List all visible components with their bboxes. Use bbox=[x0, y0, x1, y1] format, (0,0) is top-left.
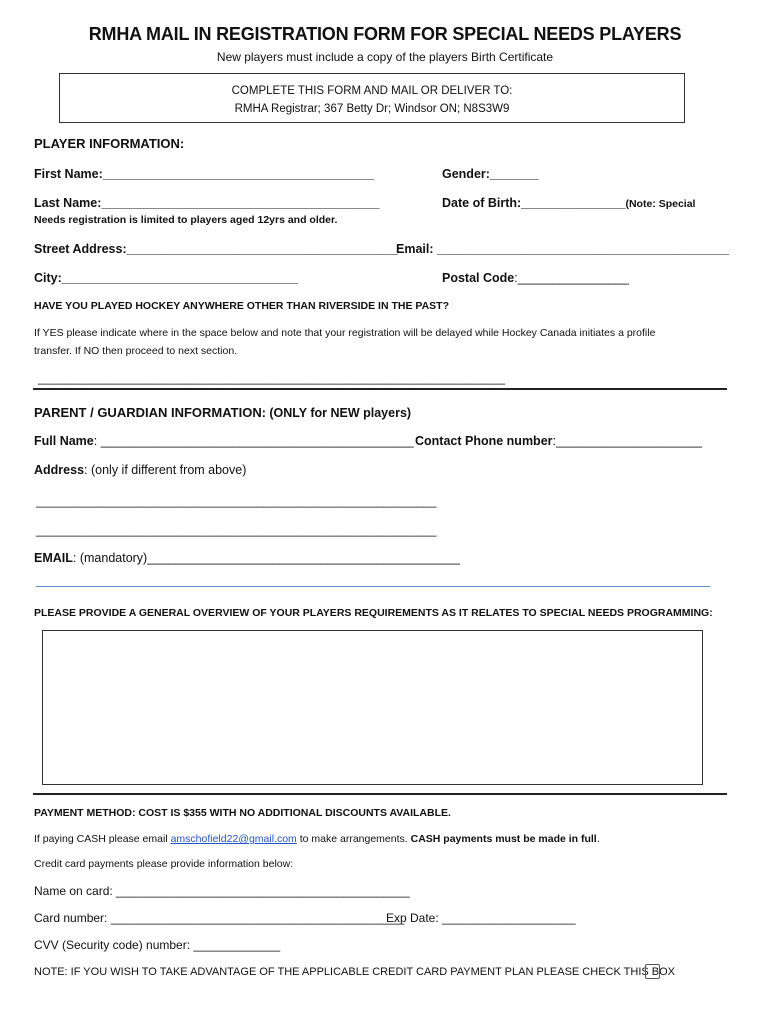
hockey-instructions-1: If YES please indicate where in the space below and note that your registration will be delayed while Hockey Canada initiates a profile bbox=[34, 327, 656, 339]
cash-end: . bbox=[596, 833, 600, 845]
blue-divider bbox=[36, 586, 710, 587]
cash-post: to make arrangements. bbox=[296, 833, 411, 845]
gender-field[interactable]: Gender:_______ bbox=[442, 167, 539, 181]
last-name-field[interactable]: Last Name:________________________________________ bbox=[34, 196, 380, 210]
cvv-field[interactable]: CVV (Security code) number: _____________ bbox=[34, 938, 281, 952]
parent-address-label bbox=[34, 463, 246, 477]
parent-full-name-field[interactable] bbox=[34, 434, 414, 448]
overview-textarea[interactable] bbox=[42, 630, 703, 785]
form-title: RMHA MAIL IN REGISTRATION FORM FOR SPECIAL NEEDS PLAYERS bbox=[88, 24, 682, 44]
cash-pre: If paying CASH please email bbox=[34, 833, 171, 845]
previous-hockey-field[interactable]: ______________________________________________________________________ bbox=[38, 371, 506, 385]
address-label: Address bbox=[34, 463, 85, 477]
cash-instructions bbox=[34, 833, 600, 845]
email-note: : (mandatory)_____________________________________________ bbox=[72, 551, 461, 565]
section-divider bbox=[33, 388, 727, 390]
contact-phone-field[interactable] bbox=[415, 434, 702, 448]
email-label: EMAIL bbox=[34, 551, 73, 565]
hockey-instructions-2: transfer. If NO then proceed to next section. bbox=[34, 345, 238, 357]
first-name-field[interactable]: First Name:_______________________________________ bbox=[34, 167, 374, 181]
contact-phone-blank: :_____________________ bbox=[552, 434, 702, 448]
parent-address-line-2[interactable]: ____________________________________________________________ bbox=[36, 523, 437, 537]
card-number-field[interactable]: Card number: ____________________________________________ bbox=[34, 911, 405, 925]
age-note: Needs registration is limited to players aged 12yrs and older. bbox=[34, 214, 338, 226]
name-on-card-field[interactable]: Name on card: ____________________________________________ bbox=[34, 884, 410, 898]
mail-address-box bbox=[59, 73, 685, 123]
form-subtitle: New players must include a copy of the players Birth Certificate bbox=[216, 50, 554, 64]
cash-full-note: CASH payments must be made in full bbox=[410, 833, 597, 845]
exp-date-field[interactable]: Exp Date: ____________________ bbox=[386, 911, 576, 925]
city-field[interactable]: City:__________________________________ bbox=[34, 271, 299, 285]
mail-instruction: COMPLETE THIS FORM AND MAIL OR DELIVER TO: bbox=[231, 85, 513, 97]
parent-info-heading bbox=[34, 405, 411, 420]
street-address-field[interactable]: Street Address:_______________________________________ bbox=[34, 242, 398, 256]
hockey-question: HAVE YOU PLAYED HOCKEY ANYWHERE OTHER THAN RIVERSIDE IN THE PAST? bbox=[34, 300, 449, 312]
overview-heading: PLEASE PROVIDE A GENERAL OVERVIEW OF YOUR PLAYERS REQUIREMENTS AS IT RELATES TO SPECIAL NEEDS PROGRAMMING: bbox=[34, 607, 713, 619]
parent-email-field[interactable] bbox=[34, 551, 460, 565]
dob-field[interactable] bbox=[442, 196, 695, 210]
cash-email-link[interactable]: amschofield22@gmail.com bbox=[170, 833, 297, 845]
parent-heading-main: PARENT / GUARDIAN INFORMATION bbox=[34, 405, 262, 420]
postal-code-label: Postal Code bbox=[442, 271, 515, 285]
payment-divider bbox=[33, 793, 727, 795]
parent-heading-suffix: : (ONLY for NEW players) bbox=[261, 406, 412, 420]
contact-phone-label: Contact Phone number bbox=[415, 434, 553, 448]
email-field[interactable]: Email: __________________________________________ bbox=[396, 242, 729, 256]
address-note: : (only if different from above) bbox=[84, 463, 247, 477]
parent-address-line-1[interactable]: ____________________________________________________________ bbox=[36, 494, 437, 508]
payment-heading: PAYMENT METHOD: COST IS $355 WITH NO ADDITIONAL DISCOUNTS AVAILABLE. bbox=[34, 807, 451, 819]
payment-plan-note: NOTE: IF YOU WISH TO TAKE ADVANTAGE OF THE APPLICABLE CREDIT CARD PAYMENT PLAN PLEASE CHECK THIS BOX bbox=[34, 966, 676, 978]
dob-label: Date of Birth:_______________ bbox=[442, 196, 626, 210]
full-name-label: Full Name bbox=[34, 434, 94, 448]
postal-code-field[interactable] bbox=[442, 271, 629, 285]
full-name-blank: : _____________________________________________ bbox=[93, 434, 414, 448]
credit-card-intro: Credit card payments please provide information below: bbox=[34, 858, 294, 870]
dob-note: (Note: Special bbox=[625, 198, 696, 210]
player-info-heading: PLAYER INFORMATION: bbox=[34, 136, 185, 151]
payment-plan-checkbox[interactable] bbox=[645, 964, 660, 979]
mail-address: RMHA Registrar; 367 Betty Dr; Windsor ON; N8S3W9 bbox=[234, 103, 510, 115]
postal-code-blank: :________________ bbox=[514, 271, 629, 285]
